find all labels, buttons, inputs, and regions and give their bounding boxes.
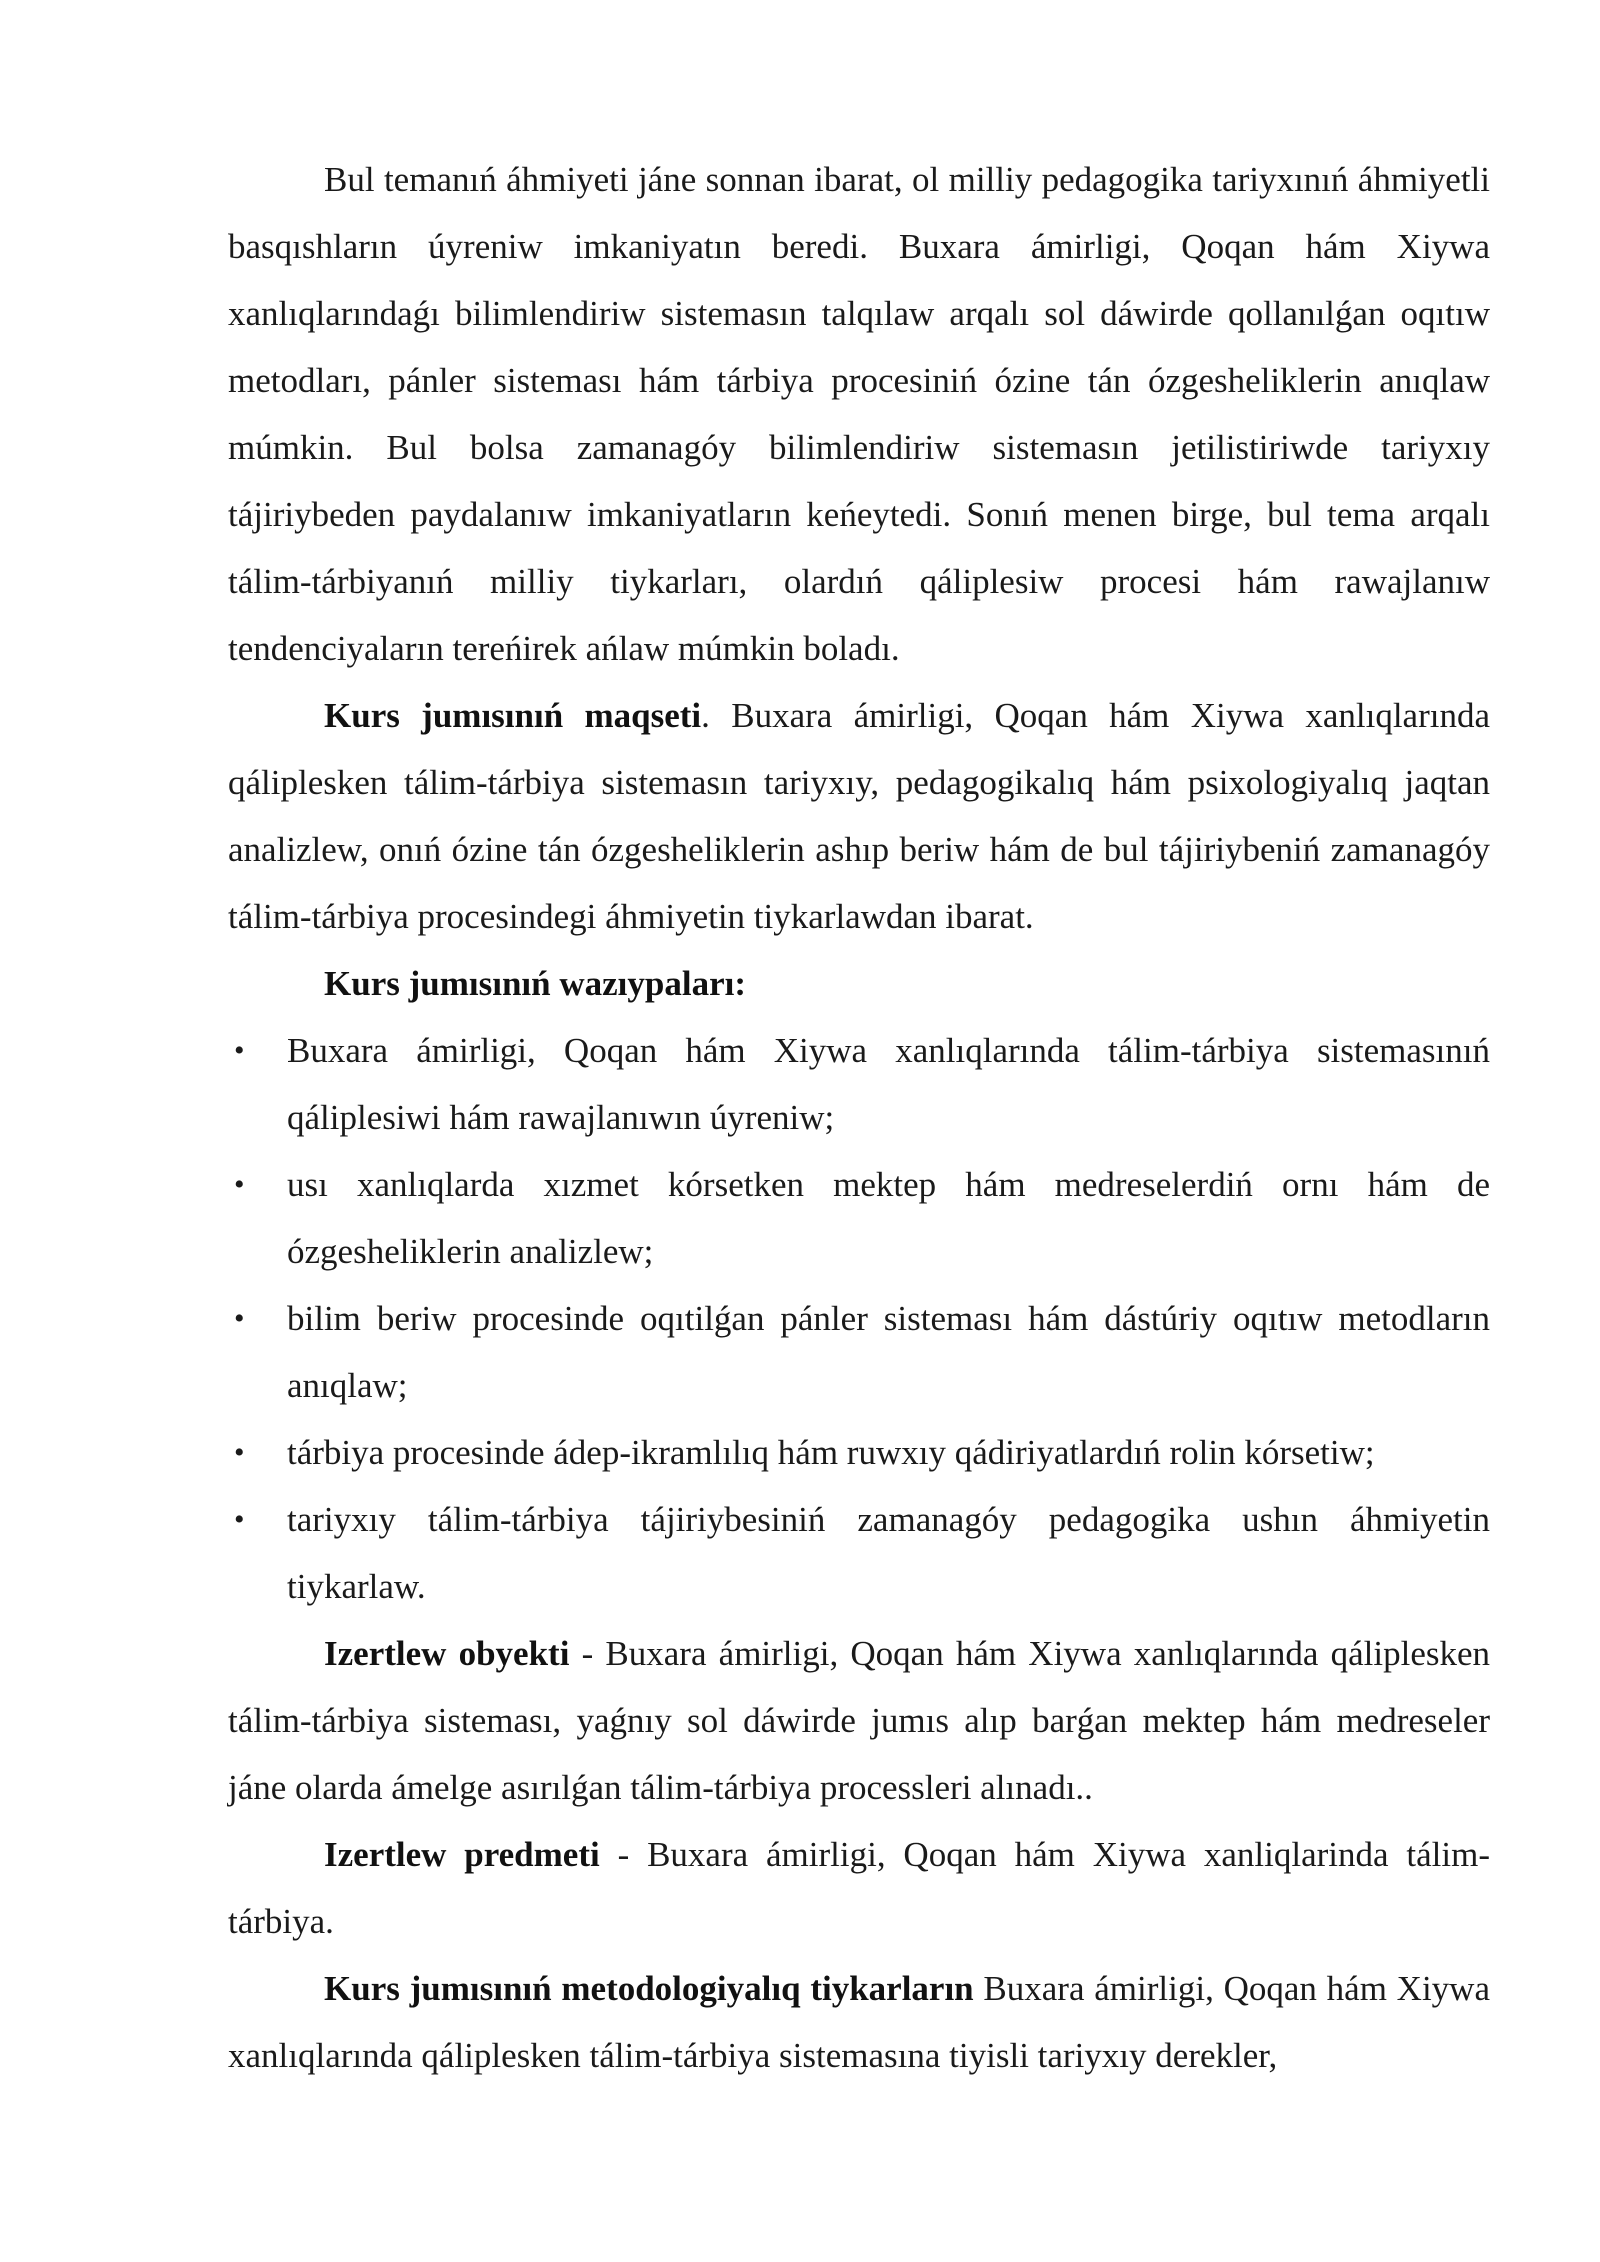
list-item	[228, 1285, 1490, 1419]
subject-heading: Izertlew predmeti	[324, 1835, 600, 1874]
list-item-text: bilim beriw procesinde oqıtilǵan pánler sisteması hám dástúriy oqıtıw metodların anıqlaw;	[287, 1299, 1490, 1405]
intro-text: Bul temanıń áhmiyeti jáne sonnan ibarat, ol milliy pedagogika tariyxınıń áhmiyetli basqıshların úyreniw imkaniyatın beredi. Buxara ámirligi, Qoqan hám Xiywa xanlıqlarındaǵı bilimlendiriw sistemasın talqılaw arqalı sol dáwirde qollanılǵan oqıtıw metodları, pánler sisteması hám tárbiya procesiniń ózine tán ózgesheliklerin anıqlaw múmkin. Bul bolsa zamanagóy bilimlendiriw sistemasın jetilistiriwde tariyxıy tájiriybeden paydalanıw imkaniyatların keńeytedi. Sonıń menen birge, bul tema arqalı tálim-tárbiyanıń milliy tiykarları, olardıń qáliplesiw procesi hám rawajlanıw tendenciyaların tereńirek ańlaw múmkin boladı.	[228, 160, 1490, 668]
goal-text: . Buxara ámirligi, Qoqan hám Xiywa xanlıqlarında qáliplesken tálim-tárbiya sistemasın tariyxıy, pedagogikalıq hám psixologiyalıq jaqtan analizlew, onıń ózine tán ózgesheliklerin ashıp beriw hám de bul tájiriybeniń zamanagóy tálim-tárbiya procesindegi áhmiyetin tiykarlawdan ibarat.	[228, 696, 1491, 936]
object-paragraph	[228, 1620, 1490, 1821]
tasks-list	[228, 1017, 1490, 1620]
tasks-heading-paragraph	[228, 950, 1490, 1017]
object-heading: Izertlew obyekti	[324, 1634, 570, 1673]
bullet-icon: •	[234, 1503, 245, 1536]
bullet-icon: •	[234, 1302, 245, 1335]
methodology-paragraph	[228, 1955, 1490, 2089]
goal-heading: Kurs jumısınıń maqseti	[324, 696, 702, 735]
list-item-text: Buxara ámirligi, Qoqan hám Xiywa xanlıqlarında tálim-tárbiya sistemasınıń qáliplesiwi hám rawajlanıwın úyreniw;	[287, 1031, 1490, 1137]
list-item	[228, 1017, 1490, 1151]
document-page	[228, 146, 1490, 2089]
goal-paragraph	[228, 682, 1490, 950]
bullet-icon: •	[234, 1436, 245, 1469]
methodology-text: Buxara ámirligi, Qoqan hám Xiywa xanlıqlarında qáliplesken tálim-tárbiya sistemasına tiyisli tariyxıy derekler,	[228, 1969, 1490, 2075]
list-item	[228, 1419, 1490, 1486]
list-item-text: tariyxıy tálim-tárbiya tájiriybesiniń zamanagóy pedagogika ushın áhmiyetin tiykarlaw.	[287, 1500, 1490, 1606]
list-item	[228, 1486, 1490, 1620]
bullet-icon: •	[234, 1034, 245, 1067]
subject-text: - Buxara ámirligi, Qoqan hám Xiywa xanliqlarinda tálim-tárbiya.	[228, 1835, 1490, 1941]
tasks-heading: Kurs jumısınıń wazıypaları:	[324, 964, 746, 1003]
list-item-text: usı xanlıqlarda xızmet kórsetken mektep hám medreselerdiń ornı hám de ózgesheliklerin analizlew;	[287, 1165, 1490, 1271]
subject-paragraph	[228, 1821, 1490, 1955]
methodology-heading: Kurs jumısınıń metodologiyalıq tiykarların	[324, 1969, 974, 2008]
bullet-icon: •	[234, 1168, 245, 1201]
intro-paragraph	[228, 146, 1490, 682]
list-item	[228, 1151, 1490, 1285]
list-item-text: tárbiya procesinde ádep-ikramlılıq hám ruwxıy qádiriyatlardıń rolin kórsetiw;	[287, 1433, 1375, 1472]
object-text: - Buxara ámirligi, Qoqan hám Xiywa xanlıqlarında qáliplesken tálim-tárbiya sisteması, yaǵnıy sol dáwirde jumıs alıp barǵan mektep hám medreseler jáne olarda ámelge asırılǵan tálim-tárbiya processleri alınadı..	[228, 1634, 1491, 1807]
